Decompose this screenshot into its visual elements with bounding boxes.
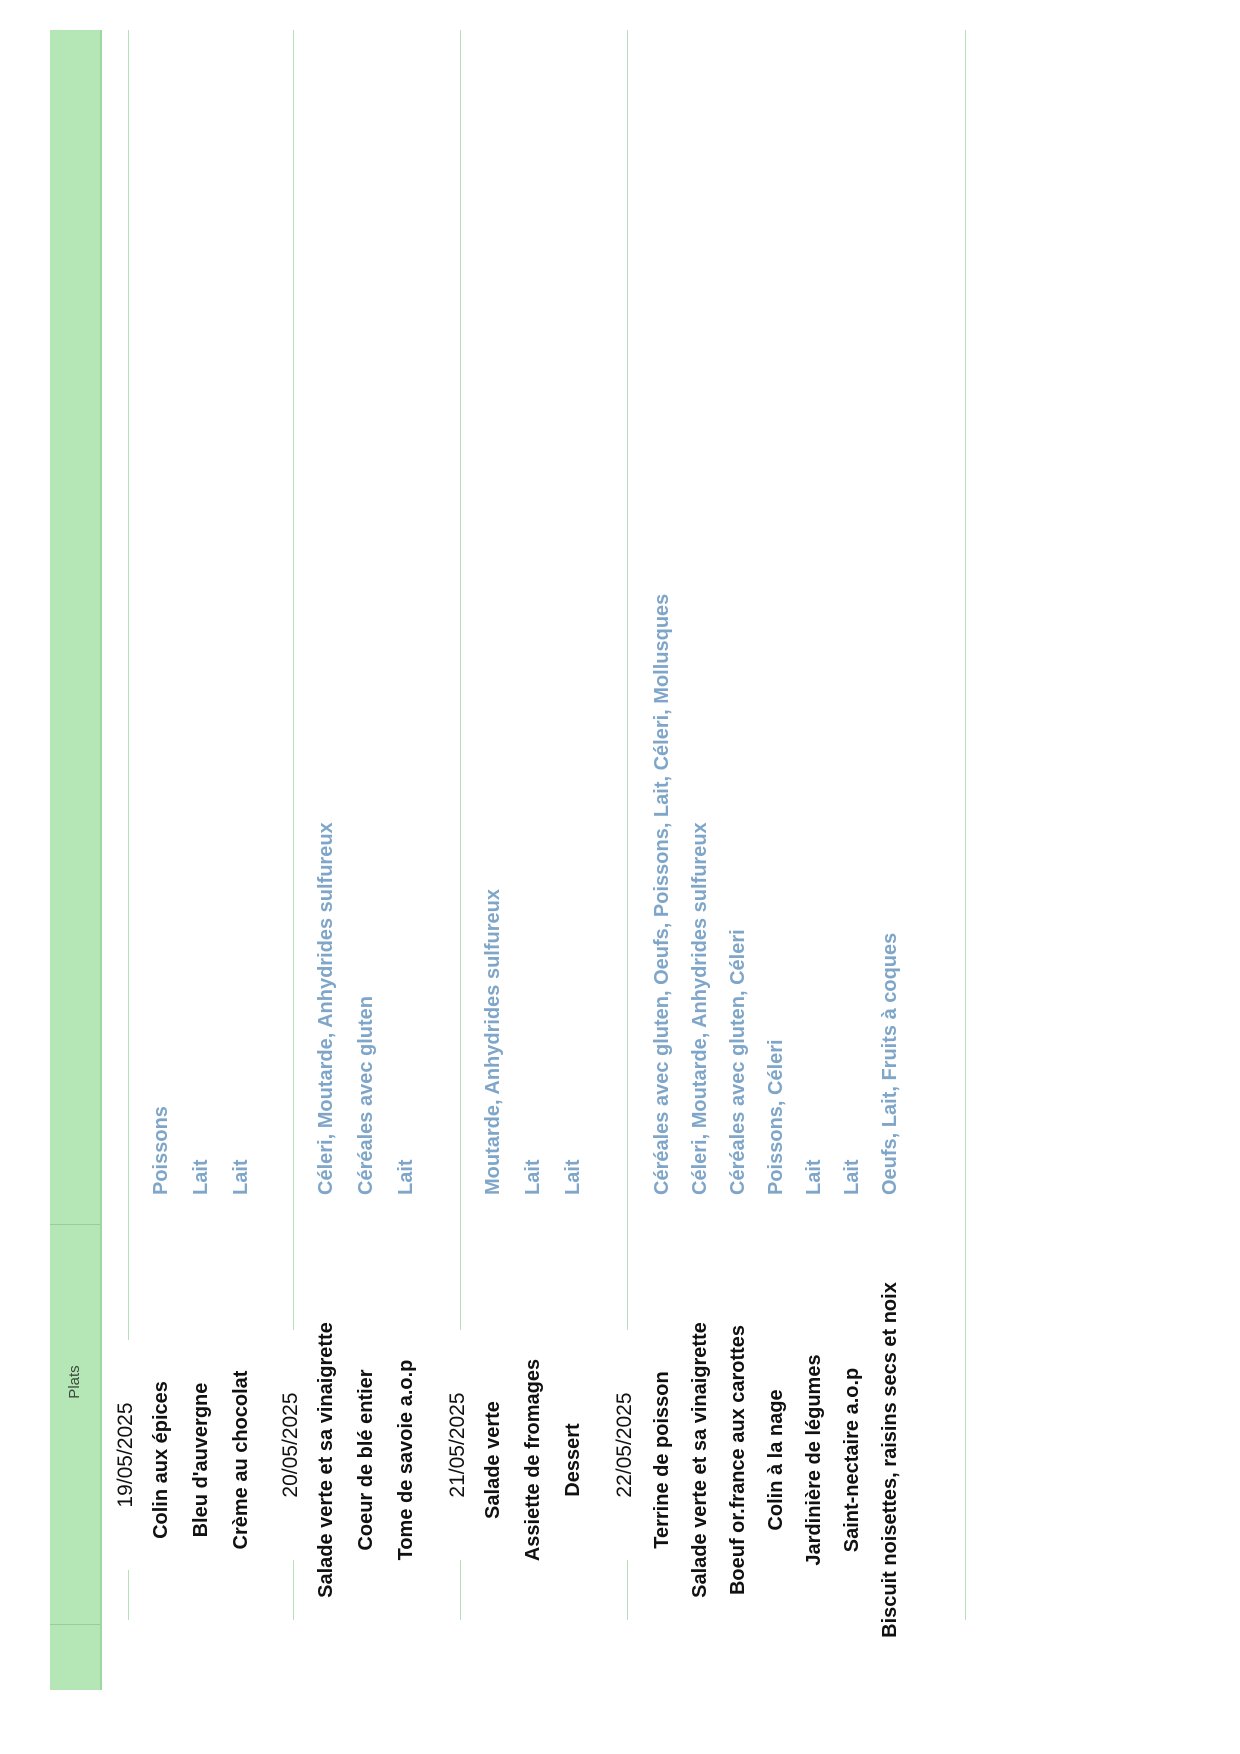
day-date: 22/05/2025 <box>613 1330 637 1560</box>
table-header <box>50 30 102 1690</box>
dish-name: Saint-nectaire a.o.p <box>841 1367 863 1553</box>
dish-allergens: Lait <box>395 1159 417 1195</box>
dish-name: Salade verte <box>482 1401 504 1519</box>
dish-name: Tome de savoie a.o.p <box>395 1359 417 1561</box>
dish-allergens: Lait <box>562 1159 584 1195</box>
dish-name: Bleu d'auvergne <box>190 1382 212 1538</box>
dish-allergens: Céréales avec gluten, Oeufs, Poissons, Lait, Céleri, Mollusques <box>651 593 673 1195</box>
dish-name: Boeuf or.france aux carottes <box>727 1324 749 1596</box>
table-bottom-line <box>965 30 966 1620</box>
dish-allergens: Lait <box>841 1159 863 1195</box>
header-divider <box>50 1224 100 1225</box>
day-date: 20/05/2025 <box>279 1330 303 1560</box>
dish-name: Assiette de fromages <box>522 1358 544 1562</box>
dish-allergens: Lait <box>230 1159 252 1195</box>
dish-name: Crème au chocolat <box>230 1370 252 1550</box>
dish-allergens: Lait <box>190 1159 212 1195</box>
header-plats: Plats <box>66 1365 83 1399</box>
dish-allergens: Lait <box>522 1159 544 1195</box>
menu-table <box>50 30 980 1690</box>
day-date: 21/05/2025 <box>446 1330 470 1560</box>
dish-allergens: Céréales avec gluten <box>355 996 377 1195</box>
dish-allergens: Céleri, Moutarde, Anhydrides sulfureux <box>689 822 711 1195</box>
dish-name: Biscuit noisettes, raisins secs et noix <box>879 1282 901 1638</box>
dish-allergens: Céréales avec gluten, Céleri <box>727 929 749 1195</box>
dish-allergens: Moutarde, Anhydrides sulfureux <box>482 889 504 1195</box>
dish-name: Salade verte et sa vinaigrette <box>689 1322 711 1598</box>
dish-allergens: Poissons, Céleri <box>765 1039 787 1195</box>
dish-allergens: Lait <box>803 1159 825 1195</box>
dish-allergens: Céleri, Moutarde, Anhydrides sulfureux <box>315 822 337 1195</box>
dish-name: Salade verte et sa vinaigrette <box>315 1322 337 1598</box>
dish-name: Coeur de blé entier <box>355 1369 377 1551</box>
dish-allergens: Poissons <box>150 1106 172 1195</box>
dish-name: Colin aux épices <box>150 1381 172 1539</box>
day-date: 19/05/2025 <box>114 1340 138 1570</box>
header-divider <box>50 1624 100 1625</box>
dish-name: Dessert <box>562 1423 584 1497</box>
dish-allergens: Oeufs, Lait, Fruits à coques <box>879 932 901 1195</box>
dish-name: Jardinière de légumes <box>803 1354 825 1566</box>
dish-name: Colin à la nage <box>765 1389 787 1531</box>
dish-name: Terrine de poisson <box>651 1371 673 1549</box>
